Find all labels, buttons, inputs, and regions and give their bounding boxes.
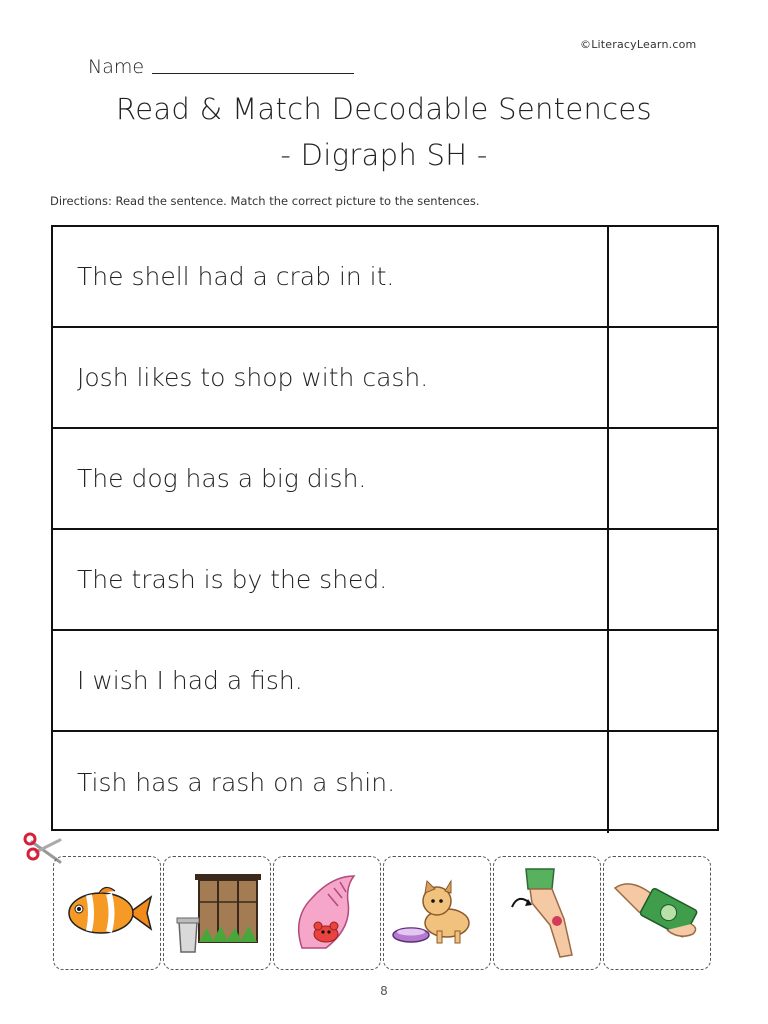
- worksheet-title: Read & Match Decodable Sentences: [116, 92, 652, 126]
- table-row: [53, 429, 717, 530]
- sentence-cell: The dog has a big dish.: [53, 429, 609, 528]
- cut-out-picture-strip: [53, 856, 713, 972]
- picture-card[interactable]: [273, 856, 381, 970]
- shell-crab-icon: [282, 868, 372, 958]
- cash-hand-icon: [609, 868, 705, 958]
- answer-box[interactable]: [609, 732, 717, 833]
- answer-box[interactable]: [609, 429, 717, 528]
- sentence-cell: The shell had a crab in it.: [53, 227, 609, 326]
- answer-box[interactable]: [609, 530, 717, 629]
- page-number: 8: [380, 984, 388, 998]
- picture-card[interactable]: [163, 856, 271, 970]
- answer-box[interactable]: [609, 328, 717, 427]
- answer-box[interactable]: [609, 227, 717, 326]
- picture-card[interactable]: [383, 856, 491, 970]
- sentence-cell: Tish has a rash on a shin.: [53, 732, 609, 833]
- shed-trash-icon: [169, 868, 265, 958]
- table-row: [53, 328, 717, 429]
- table-row: [53, 530, 717, 631]
- answer-box[interactable]: [609, 631, 717, 730]
- sentence-cell: Josh likes to shop with cash.: [53, 328, 609, 427]
- worksheet-subtitle: - Digraph SH -: [280, 138, 488, 172]
- name-field-row: [88, 52, 354, 78]
- name-blank-line[interactable]: [152, 73, 354, 74]
- table-row: [53, 227, 717, 328]
- picture-card[interactable]: [53, 856, 161, 970]
- table-row: [53, 631, 717, 732]
- directions-text: Directions: Read the sentence. Match the correct picture to the sentences.: [50, 194, 480, 208]
- dog-dish-icon: [389, 873, 485, 953]
- table-row: [53, 732, 717, 833]
- sentence-cell: I wish I had a fish.: [53, 631, 609, 730]
- fish-icon: [59, 873, 155, 953]
- match-table: [51, 225, 719, 831]
- picture-card[interactable]: [603, 856, 711, 970]
- shin-rash-icon: [502, 863, 592, 963]
- name-label: Name: [88, 56, 145, 78]
- copyright: ©LiteracyLearn.com: [580, 38, 697, 51]
- picture-card[interactable]: [493, 856, 601, 970]
- sentence-cell: The trash is by the shed.: [53, 530, 609, 629]
